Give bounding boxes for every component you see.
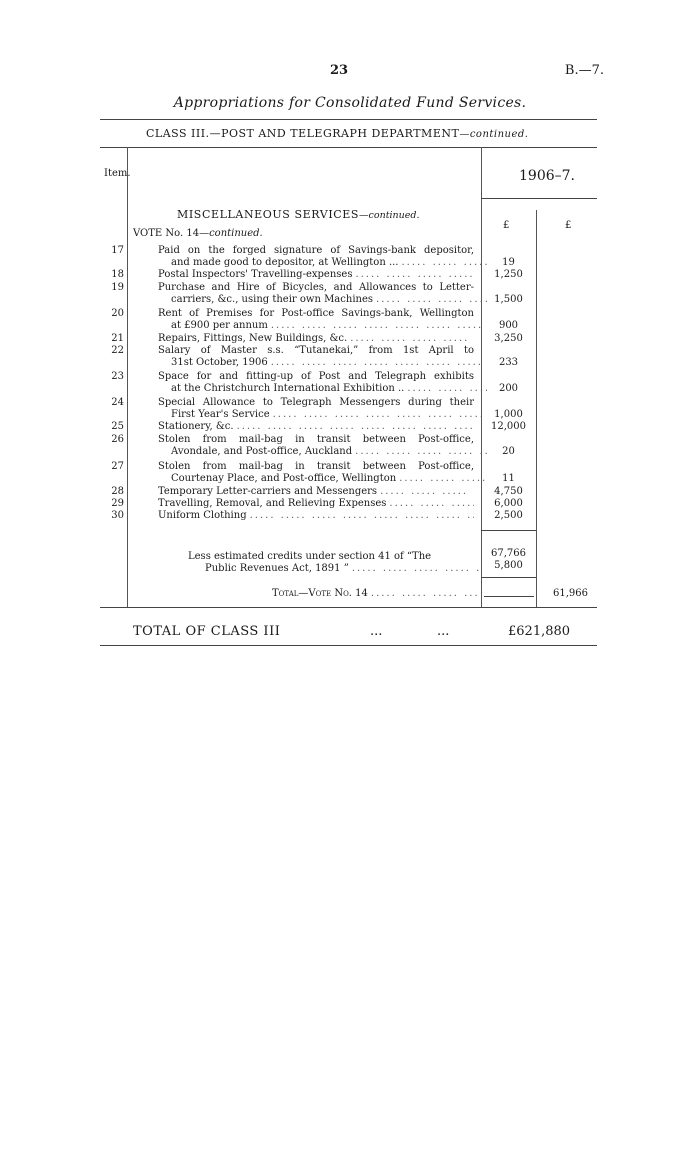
- row-description: Space for and fitting-up of Post and Telegraph exhibits: [158, 371, 474, 382]
- top-rule: [100, 119, 597, 120]
- row-description-continued: Avondale, and Post-office, Auckland .....: [158, 446, 487, 458]
- row-description: Stationery, &c. .....: [158, 421, 474, 433]
- row-item-number: 30: [111, 510, 124, 521]
- row-item-number: 27: [111, 461, 124, 472]
- subtotal-amount: 67,766: [491, 548, 526, 559]
- page-number: 23: [330, 63, 349, 78]
- row-item-number: 28: [111, 486, 124, 497]
- item-column-divider: [127, 147, 128, 607]
- row-amount: 233: [498, 357, 519, 368]
- row-item-number: 24: [111, 397, 124, 408]
- row-item-number: 17: [111, 245, 124, 256]
- row-amount: 1,500: [494, 294, 523, 305]
- grand-total-label: TOTAL OF CLASS III: [133, 624, 281, 639]
- row-item-number: 19: [111, 282, 124, 293]
- row-description: Temporary Letter-carriers and Messengers .....: [158, 486, 474, 498]
- row-description-continued: at the Christchurch International Exhibition .. .....: [158, 383, 487, 395]
- year-column-divider: [536, 210, 537, 607]
- row-item-number: 18: [111, 269, 124, 280]
- row-description-continued: carriers, &c., using their own Machines .....: [158, 294, 487, 306]
- amount-column-divider: [481, 147, 482, 607]
- less-credits-text: Less estimated credits under section 41 of “The Public Revenues Act, 1891 ” .....: [188, 551, 480, 575]
- vote-label: VOTE No. 14—continued.: [133, 228, 263, 239]
- row-description: Rent of Premises for Post-office Savings-bank, Wellington: [158, 308, 474, 319]
- row-description: Special Allowance to Telegraph Messengers during their: [158, 397, 474, 408]
- document-reference: B.—7.: [564, 63, 604, 78]
- row-amount: 1,250: [494, 269, 523, 280]
- grand-total-leader: ...: [437, 624, 450, 639]
- vote-total-label: Total—Vote No. 14 .....: [272, 588, 477, 599]
- grand-total-leader: ...: [370, 624, 383, 639]
- row-description: Travelling, Removal, and Relieving Expenses .....: [158, 498, 474, 510]
- row-amount: 900: [498, 320, 519, 331]
- row-item-number: 20: [111, 308, 124, 319]
- row-description-continued: 31st October, 1906 .....: [158, 357, 487, 369]
- subtotal-rule: [481, 530, 536, 531]
- table-bottom-rule: [100, 607, 597, 608]
- vote-total-amount: 61,966: [553, 588, 588, 599]
- row-description: Salary of Master s.s. “Tutanekai,” from 1st April to: [158, 345, 474, 356]
- row-item-number: 25: [111, 421, 124, 432]
- row-item-number: 26: [111, 434, 124, 445]
- row-amount: 3,250: [494, 333, 523, 344]
- row-amount: 6,000: [494, 498, 523, 509]
- table-top-rule: [100, 147, 597, 148]
- row-description-continued: and made good to depositor, at Wellington ... .....: [158, 257, 487, 269]
- less-rule: [481, 577, 536, 578]
- less-credits-amount: 5,800: [494, 560, 523, 571]
- row-description-continued: First Year's Service .....: [158, 409, 487, 421]
- row-amount: 1,000: [494, 409, 523, 420]
- row-description-continued: at £900 per annum .....: [158, 320, 487, 332]
- grand-total-amount: £621,880: [508, 624, 571, 639]
- row-description: Postal Inspectors' Travelling-expenses .....: [158, 269, 474, 281]
- vote-total-dash: [484, 596, 534, 597]
- row-description: Purchase and Hire of Bicycles, and Allowances to Letter-: [158, 282, 474, 293]
- year-header-rule: [481, 198, 597, 199]
- row-description-continued: Courtenay Place, and Post-office, Wellington .....: [158, 473, 487, 485]
- footer-rule: [100, 645, 597, 646]
- row-description: Paid on the forged signature of Savings-bank depositor,: [158, 245, 474, 256]
- class-heading: CLASS III.—POST AND TELEGRAPH DEPARTMENT—continued.: [146, 127, 529, 140]
- row-description: Stolen from mail-bag in transit between Post-office,: [158, 434, 474, 445]
- row-amount: 2,500: [494, 510, 523, 521]
- row-description: Repairs, Fittings, New Buildings, &c. .....: [158, 333, 474, 345]
- row-description: Stolen from mail-bag in transit between Post-office,: [158, 461, 474, 472]
- row-amount: 12,000: [491, 421, 526, 432]
- row-amount: 20: [502, 446, 515, 457]
- row-amount: 11: [502, 473, 515, 484]
- item-column-header: Item.: [104, 168, 131, 179]
- currency-symbol: £: [565, 220, 572, 231]
- row-amount: 200: [498, 383, 519, 394]
- row-description: Uniform Clothing .....: [158, 510, 474, 522]
- row-item-number: 29: [111, 498, 124, 509]
- row-amount: 4,750: [494, 486, 523, 497]
- section-title: MISCELLANEOUS SERVICES—continued.: [177, 208, 420, 221]
- row-item-number: 22: [111, 345, 124, 356]
- row-item-number: 23: [111, 371, 124, 382]
- year-column-header: 1906–7.: [519, 168, 575, 184]
- row-item-number: 21: [111, 333, 124, 344]
- currency-symbol: £: [503, 220, 510, 231]
- row-amount: 19: [502, 257, 515, 268]
- page-title: Appropriations for Consolidated Fund Services.: [173, 95, 527, 111]
